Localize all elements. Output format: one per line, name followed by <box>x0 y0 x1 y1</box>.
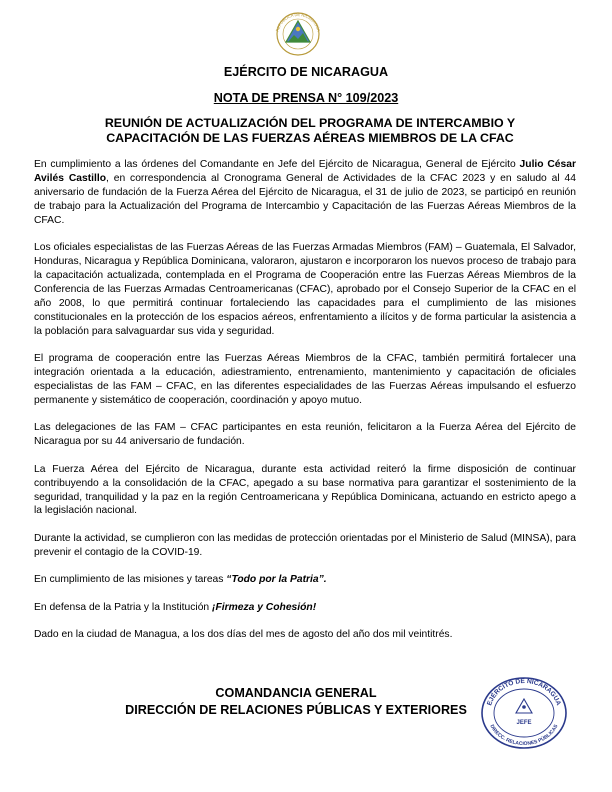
paragraph-6: Durante la actividad, se cumplieron con las medidas de protección orientadas por el Ministerio de Salud (MINSA), para prevenir el contagio de la COVID-19. <box>34 532 576 558</box>
signature-line-1: COMANDANCIA GENERAL <box>215 686 377 700</box>
paragraph-1-intro: En cumplimiento a las órdenes del Comandante en Jefe del Ejército de Nicaragua, General de Ejército <box>34 159 520 170</box>
motto-firmeza-y-cohesion: ¡Firmeza y Cohesión! <box>212 601 317 613</box>
paragraph-7 <box>34 573 576 587</box>
commander-name: Julio César Avilés Castillo <box>34 159 576 184</box>
seal-text: REPÚBLICA DE NICARAGUA <box>274 11 322 33</box>
headline <box>40 116 580 146</box>
stamp-outer-text: EJÉRCITO DE NICARAGUA <box>486 677 562 707</box>
stamp-inner-text: JEFE <box>516 720 532 726</box>
organization-name: EJÉRCITO DE NICARAGUA <box>223 65 389 79</box>
paragraph-1-rest: , en correspondencia al Cronograma General de Actividades de la CFAC 2023 y en saludo al 44 aniversario de fundación de la Fuerza Aérea del Ejército de Nicaragua, el 31 de julio de 2023, se participó en reunión de trabajo para la Actualización del Programa de Intercambio y Capacitación de las Fuerzas Aéreas Miembros de la CFAC. <box>34 172 576 226</box>
stamp-bottom-text: DIRECC. RELACIONES PÚBLICAS <box>488 723 560 748</box>
motto-todo-por-la-patria: “Todo por la Patria”. <box>226 574 327 586</box>
headline-line-1: REUNIÓN DE ACTUALIZACIÓN DEL PROGRAMA DE INTERCAMBIO Y <box>104 116 516 130</box>
press-note-number: NOTA DE PRENSA N° 109/2023 <box>213 91 399 105</box>
paragraph-8-text: En defensa de la Patria y la Institución <box>34 601 213 613</box>
official-stamp-icon <box>478 671 570 751</box>
paragraph-3: El programa de cooperación entre las Fuerzas Aéreas Miembros de la CFAC, también permitirá fortalecer una integración orientada a la educación, adiestramiento, entrenamiento, mantenimiento y capacitación de oficiales especialistas de las FAM – CFAC, en las diferentes especialidades de las Fuerzas Aéreas impulsando el esfuerzo permanente y sistemático de cooperación, coordinación y apoyo mutuo. <box>34 353 576 406</box>
paragraph-4: Las delegaciones de las FAM – CFAC participantes en esta reunión, felicitaron a la Fuerza Aérea del Ejército de Nicaragua por su 44 aniversario de fundación. <box>34 422 576 448</box>
date-paragraph: Dado en la ciudad de Managua, a los dos días del mes de agosto del año dos mil veintitrés. <box>34 629 453 641</box>
paragraph-7-text: En cumplimiento de las misiones y tareas <box>34 574 227 586</box>
press-release-body <box>34 158 576 656</box>
paragraph-8 <box>34 601 576 615</box>
paragraph-5: La Fuerza Aérea del Ejército de Nicaragua, durante esta actividad reiteró la firme disposición de continuar contribuyendo a la consolidación de la CFAC, apegado a su base normativa para garantizar el sostenimiento de la seguridad, tranquilidad y la paz en la región Centroamericana y República Dominicana, actuando en estricto apego a la legislación nacional. <box>34 463 576 517</box>
paragraph-1 <box>34 158 576 228</box>
paragraph-2: Los oficiales especialistas de las Fuerzas Aéreas de las Fuerzas Armadas Miembros (FAM) – Guatemala, El Salvador, Honduras, Nicaragua y República Dominicana, valoraron, ajustaron e incorporaron los nuevos proceso de trabajo para la capacitación actualizada, contemplada en el Programa de Cooperación entre las Fuerzas Aéreas Miembros de la Conferencia de las Fuerzas Armadas Centroamericanas (CFAC), aprobado por el Consejo Superior de la CFAC en el año 2008, lo que permitirá continuar fortaleciendo las capacidades para el cumplimiento de las misiones constitucionales en la protección de los espacios aéreos, enfrentamiento a ilícitos y de forma particular la asistencia a la población para salvaguardar sus vida y seguridad. <box>34 242 576 337</box>
nicaragua-coat-of-arms-icon <box>268 6 328 58</box>
signature-line-2: DIRECCIÓN DE RELACIONES PÚBLICAS Y EXTERIORES <box>125 703 467 717</box>
headline-line-2: CAPACITACIÓN DE LAS FUERZAS AÉREAS MIEMBROS DE LA CFAC <box>106 131 514 145</box>
